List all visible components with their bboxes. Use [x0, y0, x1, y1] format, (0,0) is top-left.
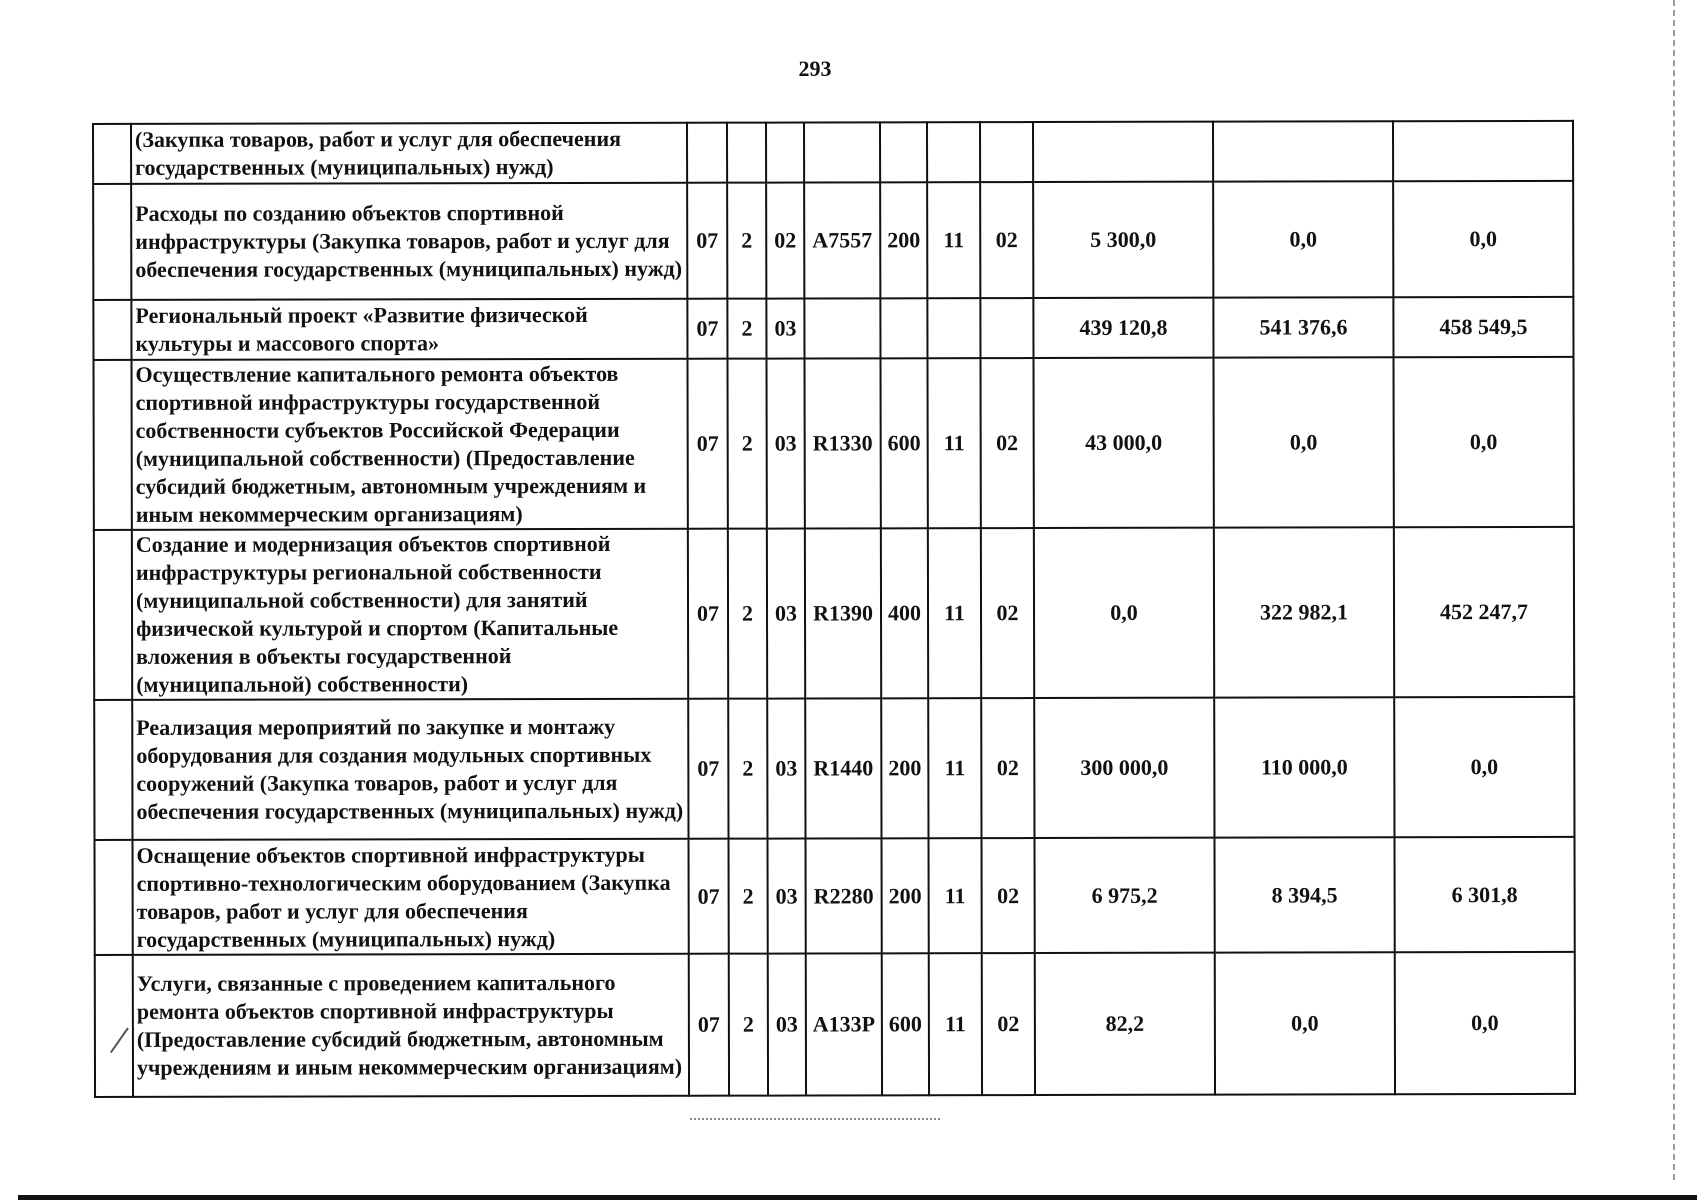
- amount-year-3: 0,0: [1394, 697, 1574, 837]
- direction-code: R1440: [805, 698, 881, 838]
- amount-year-1: 300 000,0: [1034, 698, 1214, 838]
- amount-year-2: 110 000,0: [1214, 697, 1394, 837]
- table-row: [95, 837, 1575, 955]
- chapter-code: 11: [927, 358, 980, 528]
- chapter-code: 11: [928, 838, 981, 953]
- subprogram-code: 03: [766, 299, 804, 359]
- program-code: 2: [729, 954, 768, 1096]
- expense-type-code: [880, 298, 927, 358]
- row-description: Расходы по созданию объектов спортивной инфраструктуры (Закупка товаров, работ и услуг для обеспечения государственных (муниципальных) нужд): [131, 183, 687, 300]
- budget-table: [92, 120, 1576, 1098]
- subprogram-code: 03: [768, 954, 806, 1096]
- row-description: Региональный проект «Развитие физической культуры и массового спорта»: [131, 299, 687, 360]
- row-index-cell: [94, 530, 132, 700]
- amount-year-1: [1033, 122, 1213, 182]
- amount-year-2: 322 982,1: [1214, 527, 1394, 697]
- section-code: 07: [688, 699, 728, 839]
- table-row: [93, 357, 1573, 530]
- table-row: [94, 527, 1574, 700]
- section-code: 07: [689, 954, 729, 1096]
- row-description: Услуги, связанные с проведением капитального ремонта объектов спортивной инфраструктуры (Предоставление субсидий бюджетным, автономным учреждениям и иным некоммерческим организациям): [133, 954, 689, 1097]
- row-description: Осуществление капитального ремонта объектов спортивной инфраструктуры государственной собственности субъектов Российской Федерации (муниципальной собственности) (Предоставление субсидий бюджетным, автономным учреждениям и иным некоммерческим организациям): [131, 359, 687, 530]
- chapter-code: [927, 298, 980, 358]
- expense-type-code: 400: [881, 528, 928, 698]
- amount-year-2: 8 394,5: [1214, 837, 1394, 952]
- section-code: 07: [687, 183, 727, 299]
- table-row: [95, 952, 1575, 1097]
- amount-year-1: 439 120,8: [1033, 298, 1213, 358]
- table-row: [93, 297, 1573, 360]
- amount-year-2: [1213, 121, 1393, 181]
- subprogram-code: 03: [767, 529, 805, 699]
- amount-year-1: 6 975,2: [1034, 838, 1214, 953]
- program-code: 2: [728, 699, 767, 839]
- direction-code: R1390: [805, 528, 881, 698]
- section-code: 07: [688, 529, 728, 699]
- row-index-cell: [94, 700, 132, 840]
- row-description: Создание и модернизация объектов спортивной инфраструктуры региональной собственности (муниципальной собственности) для занятий физической культурой и спортом (Капитальные вложения в объекты государственной (муниципальной) собственности): [132, 529, 688, 700]
- expense-type-code: 200: [881, 698, 928, 838]
- expense-type-code: [880, 122, 927, 182]
- row-index-cell: [95, 840, 133, 955]
- subchapter-code: 02: [981, 698, 1034, 838]
- section-code: [687, 123, 727, 183]
- amount-year-2: 541 376,6: [1213, 297, 1393, 357]
- program-code: 2: [729, 839, 768, 954]
- scan-bottom-band: [18, 1195, 1697, 1200]
- subchapter-code: [980, 298, 1033, 358]
- program-code: [727, 123, 766, 183]
- direction-code: R1330: [804, 358, 880, 528]
- row-index-cell: [93, 300, 131, 360]
- program-code: 2: [727, 183, 766, 299]
- section-code: 07: [687, 359, 727, 529]
- amount-year-1: 5 300,0: [1033, 182, 1213, 298]
- subprogram-code: 03: [767, 699, 805, 839]
- expense-type-code: 600: [880, 358, 927, 528]
- direction-code: А7557: [804, 182, 880, 298]
- chapter-code: 11: [928, 528, 981, 698]
- subchapter-code: 02: [982, 953, 1035, 1095]
- table-row: [93, 121, 1573, 184]
- amount-year-1: 43 000,0: [1033, 358, 1213, 528]
- amount-year-1: 82,2: [1035, 953, 1215, 1095]
- chapter-code: [927, 122, 980, 182]
- chapter-code: 11: [928, 698, 981, 838]
- scan-noise-dots: [690, 1118, 940, 1122]
- direction-code: [804, 298, 880, 358]
- program-code: 2: [728, 529, 767, 699]
- row-index-cell: [95, 955, 133, 1097]
- subchapter-code: 02: [980, 182, 1033, 298]
- chapter-code: 11: [929, 953, 982, 1095]
- row-index-cell: [93, 124, 131, 184]
- direction-code: R2280: [806, 838, 882, 953]
- expense-type-code: 600: [882, 953, 929, 1095]
- page-number: 293: [798, 56, 832, 81]
- row-index-cell: [93, 360, 131, 530]
- program-code: 2: [727, 359, 766, 529]
- row-description: Оснащение объектов спортивной инфраструктуры спортивно-технологическим оборудованием (Закупка товаров, работ и услуг для обеспечения государственных (муниципальных) нужд): [133, 839, 689, 955]
- amount-year-3: 0,0: [1395, 952, 1575, 1094]
- expense-type-code: 200: [880, 182, 927, 298]
- program-code: 2: [727, 299, 766, 359]
- amount-year-3: 0,0: [1393, 181, 1573, 297]
- chapter-code: 11: [927, 182, 980, 298]
- amount-year-3: 0,0: [1393, 357, 1573, 527]
- direction-code: А133Р: [806, 953, 882, 1095]
- amount-year-2: 0,0: [1213, 357, 1393, 527]
- subchapter-code: [980, 122, 1033, 182]
- subprogram-code: [766, 123, 804, 183]
- amount-year-3: [1393, 121, 1573, 181]
- row-description: (Закупка товаров, работ и услуг для обеспечения государственных (муниципальных) нужд): [131, 123, 687, 184]
- row-index-cell: [93, 184, 131, 300]
- amount-year-3: 458 549,5: [1393, 297, 1573, 357]
- direction-code: [804, 122, 880, 182]
- section-code: 07: [689, 839, 729, 954]
- subprogram-code: 03: [766, 359, 804, 529]
- scan-edge-line: [1673, 0, 1677, 1180]
- subprogram-code: 02: [766, 183, 804, 299]
- expense-type-code: 200: [881, 838, 928, 953]
- subchapter-code: 02: [980, 358, 1033, 528]
- subchapter-code: 02: [981, 838, 1034, 953]
- amount-year-3: 6 301,8: [1394, 837, 1574, 952]
- table-row: [94, 697, 1574, 840]
- amount-year-2: 0,0: [1215, 952, 1395, 1094]
- subchapter-code: 02: [981, 528, 1034, 698]
- row-description: Реализация мероприятий по закупке и монтажу оборудования для создания модульных спортивных сооружений (Закупка товаров, работ и услуг для обеспечения государственных (муниципальных) нужд): [132, 699, 688, 840]
- section-code: 07: [687, 299, 727, 359]
- amount-year-2: 0,0: [1213, 181, 1393, 297]
- subprogram-code: 03: [768, 839, 806, 954]
- table-row: [93, 181, 1573, 300]
- amount-year-3: 452 247,7: [1394, 527, 1574, 697]
- amount-year-1: 0,0: [1034, 528, 1214, 698]
